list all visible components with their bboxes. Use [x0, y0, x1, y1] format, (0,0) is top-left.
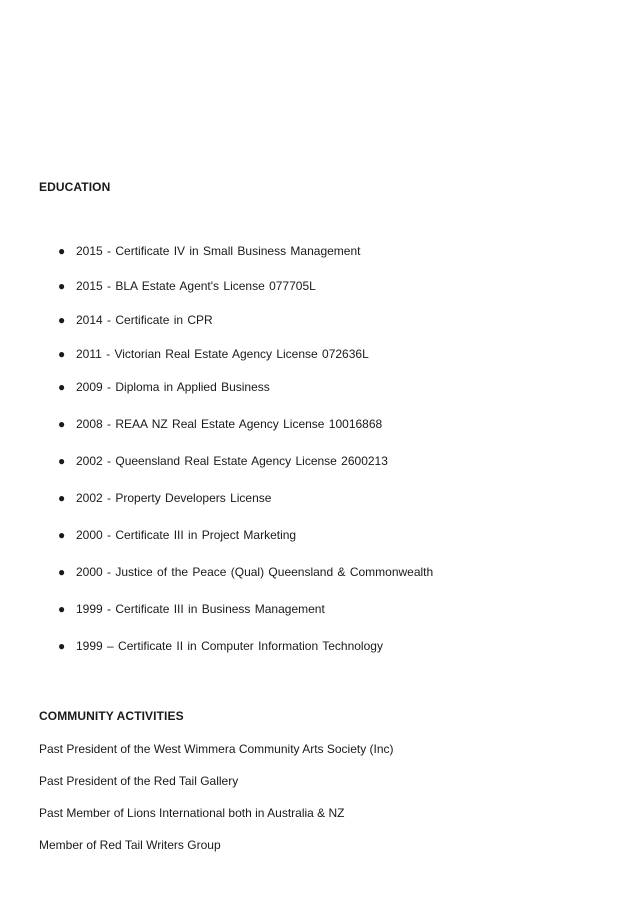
bullet-icon: ● — [58, 244, 66, 258]
education-item-text: 2002 - Queensland Real Estate Agency License 2600213 — [76, 454, 388, 468]
education-item-text: 2014 - Certificate in CPR — [76, 313, 213, 327]
education-item — [58, 417, 382, 431]
education-item — [58, 279, 316, 293]
education-item-text: 2015 - Certificate IV in Small Business Management — [76, 244, 361, 258]
education-item-text: 2009 - Diploma in Applied Business — [76, 380, 270, 394]
education-item-text: 2008 - REAA NZ Real Estate Agency License 10016868 — [76, 417, 383, 431]
education-item — [58, 528, 296, 542]
bullet-icon: ● — [58, 417, 66, 431]
education-item — [58, 347, 369, 361]
bullet-icon: ● — [58, 602, 66, 616]
education-item — [58, 244, 360, 258]
education-item-text: 1999 – Certificate II in Computer Information Technology — [76, 639, 383, 653]
community-item: Member of Red Tail Writers Group — [39, 838, 221, 852]
education-item — [58, 602, 325, 616]
education-item — [58, 454, 388, 468]
education-item — [58, 639, 383, 653]
bullet-icon: ● — [58, 279, 66, 293]
bullet-icon: ● — [58, 454, 66, 468]
education-item-text: 2000 - Justice of the Peace (Qual) Queensland & Commonwealth — [76, 565, 434, 579]
bullet-icon: ● — [58, 491, 66, 505]
education-item-text: 2000 - Certificate III in Project Marketing — [76, 528, 297, 542]
education-item — [58, 491, 271, 505]
community-item: Past President of the West Wimmera Community Arts Society (Inc) — [39, 742, 394, 756]
bullet-icon: ● — [58, 639, 66, 653]
education-item — [58, 380, 270, 394]
community-item: Past Member of Lions International both in Australia & NZ — [39, 806, 345, 820]
bullet-icon: ● — [58, 380, 66, 394]
education-item-text: 2002 - Property Developers License — [76, 491, 272, 505]
education-item-text: 1999 - Certificate III in Business Management — [76, 602, 325, 616]
community-item: Past President of the Red Tail Gallery — [39, 774, 239, 788]
education-item-text: 2011 - Victorian Real Estate Agency License 072636L — [76, 347, 369, 361]
education-item — [58, 565, 433, 579]
education-item-text: 2015 - BLA Estate Agent's License 077705L — [76, 279, 316, 293]
education-item — [58, 313, 213, 327]
bullet-icon: ● — [58, 313, 66, 327]
education-heading: EDUCATION — [39, 180, 111, 194]
bullet-icon: ● — [58, 565, 66, 579]
community-heading: COMMUNITY ACTIVITIES — [39, 709, 184, 723]
bullet-icon: ● — [58, 347, 66, 361]
bullet-icon: ● — [58, 528, 66, 542]
